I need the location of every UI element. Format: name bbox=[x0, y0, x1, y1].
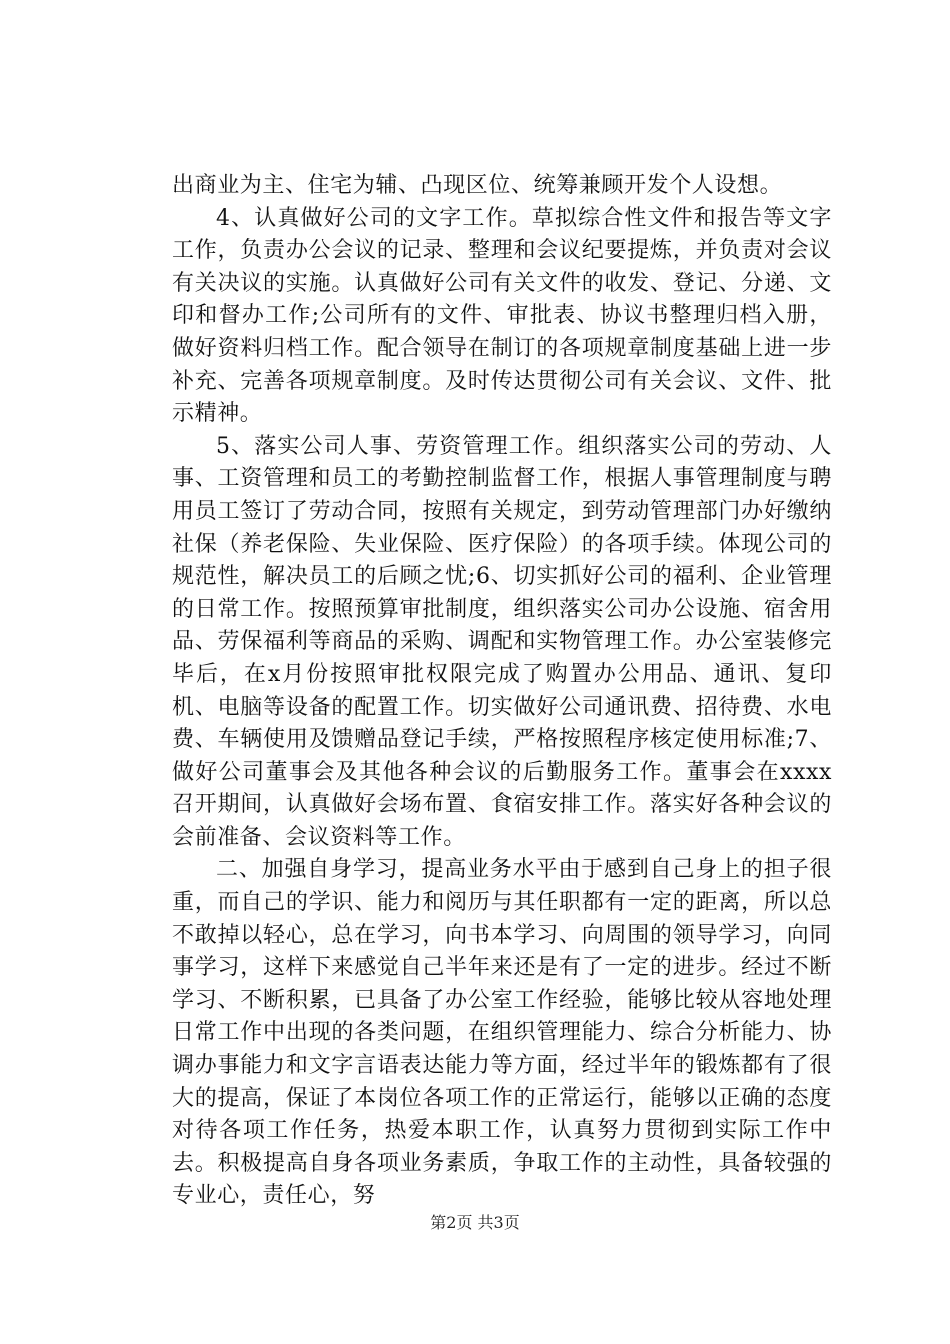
paragraph-item-5: 5、落实公司人事、劳资管理工作。组织落实公司的劳动、人事、工资管理和员工的考勤控制监督工作，根据人事管理制度与聘用员工签订了劳动合同，按照有关规定，到劳动管理部门办好缴纳社保（养老保险、失业保险、医疗保险）的各项手续。体现公司的规范性，解决员工的后顾之忧;6、切实抓好公司的福利、企业管理的日常工作。按照预算审批制度，组织落实公司办公设施、宿舍用品、劳保福利等商品的采购、调配和实物管理工作。办公室装修完毕后，在x月份按照审批权限完成了购置办公用品、通讯、复印机、电脑等设备的配置工作。切实做好公司通讯费、招待费、水电费、车辆使用及馈赠品登记手续，严格按照程序核定使用标准;7、做好公司董事会及其他各种会议的后勤服务工作。董事会在xxxx召开期间，认真做好会场布置、食宿安排工作。落实好各种会议的会前准备、会议资料等工作。 bbox=[172, 433, 832, 850]
paragraph-continued: 出商业为主、住宅为辅、凸现区位、统筹兼顾开发个人设想。 bbox=[172, 173, 783, 198]
paragraph-section-2: 二、加强自身学习，提高业务水平由于感到自己身上的担子很重，而自己的学识、能力和阅历与其任职都有一定的距离，所以总不敢掉以轻心，总在学习，向书本学习、向周围的领导学习，向同事学习，这样下来感觉自己半年来还是有了一定的进步。经过不断学习、不断积累，已具备了办公室工作经验，能够比较从容地处理日常工作中出现的各类问题，在组织管理能力、综合分析能力、协调办事能力和文字言语表达能力等方面，经过半年的锻炼都有了很大的提高，保证了本岗位各项工作的正常运行，能够以正确的态度对待各项工作任务，热爱本职工作，认真努力贯彻到实际工作中去。积极提高自身各项业务素质，争取工作的主动性，具备较强的专业心，责任心，努 bbox=[172, 857, 832, 1209]
document-body bbox=[172, 170, 832, 1213]
paragraph-item-4: 4、认真做好公司的文字工作。草拟综合性文件和报告等文字工作，负责办公会议的记录、整理和会议纪要提炼，并负责对会议有关决议的实施。认真做好公司有关文件的收发、登记、分递、文印和督办工作;公司所有的文件、审批表、协议书整理归档入册，做好资料归档工作。配合领导在制订的各项规章制度基础上进一步补充、完善各项规章制度。及时传达贯彻公司有关会议、文件、批示精神。 bbox=[172, 205, 832, 427]
page-number-footer: 第2页 共3页 bbox=[430, 1213, 520, 1232]
